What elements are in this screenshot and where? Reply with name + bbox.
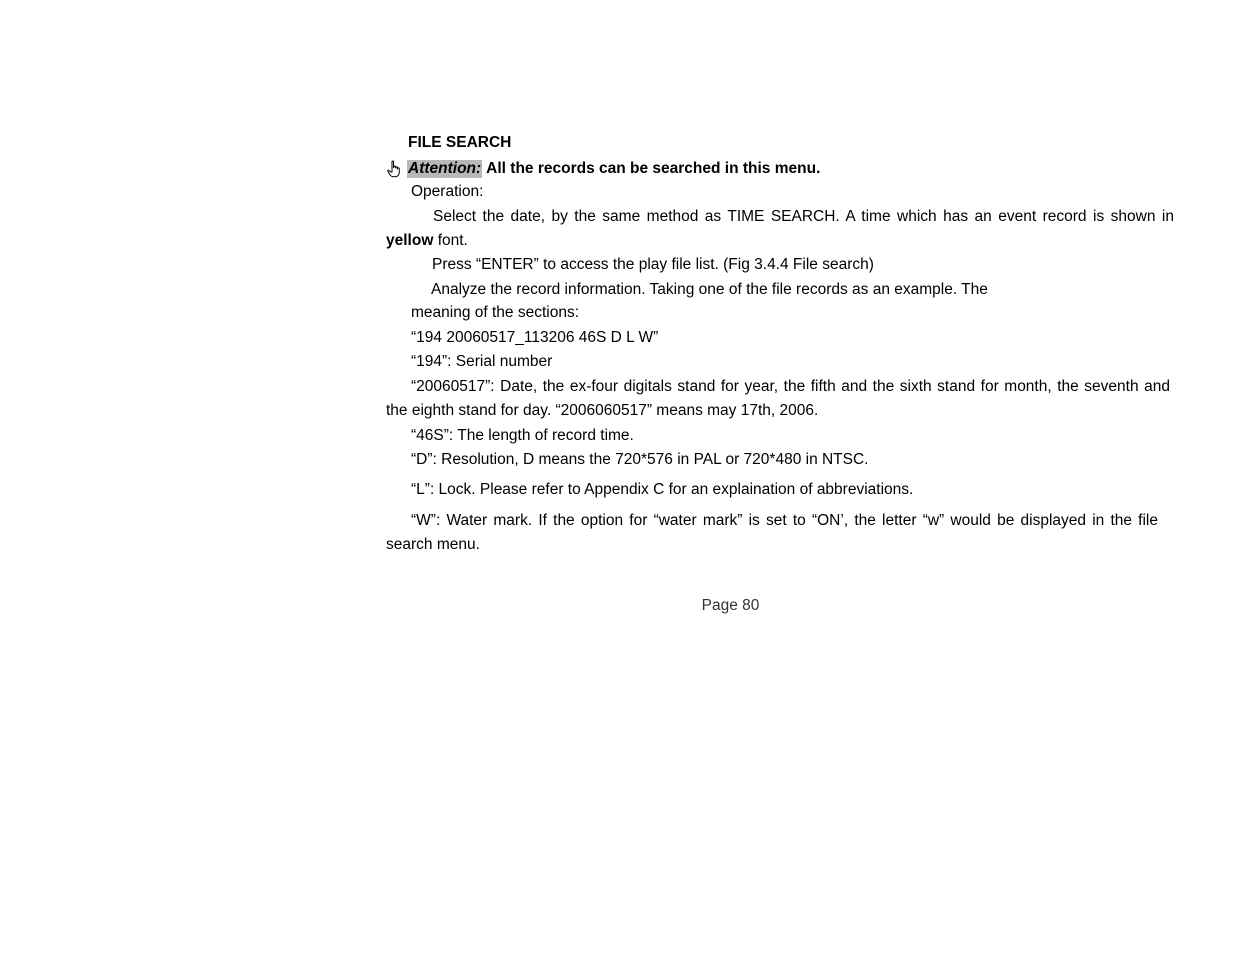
example-record: “194 20060517_113206 46S D L W” — [411, 329, 659, 346]
attention-note — [386, 159, 820, 179]
paragraph-select-date: Select the date, by the same method as TIME SEARCH. A time which has an event record is shown in yellow font. — [386, 208, 1174, 249]
date-description: “20060517”: Date, the ex-four digitals stand for year, the fifth and the sixth stand for month, the seventh and the eighth stand for day. “2006060517” means may 17th, 2006. — [386, 378, 1170, 419]
resolution-description: “D”: Resolution, D means the 720*576 in PAL or 720*480 in NTSC. — [411, 451, 869, 468]
section-title: FILE SEARCH — [408, 134, 512, 151]
watermark-description: “W”: Water mark. If the option for “water mark” is set to “ON’, the letter “w” would be displayed in the file search menu. — [386, 512, 1158, 553]
paragraph-press-enter: Press “ENTER” to access the play file list. (Fig 3.4.4 File search) — [432, 256, 874, 273]
paragraph-analyze-line-2: meaning of the sections: — [411, 304, 580, 321]
pointing-hand-icon — [386, 160, 402, 178]
operation-label: Operation: — [411, 183, 484, 200]
serial-description: “194”: Serial number — [411, 353, 553, 370]
attention-text: All the records can be searched in this menu. — [486, 160, 821, 177]
paragraph-analyze-line-1: Analyze the record information. Taking one of the file records as an example. The — [431, 281, 988, 298]
length-description: “46S”: The length of record time. — [411, 427, 634, 444]
attention-label: Attention: — [408, 160, 482, 177]
page-number: Page 80 — [701, 597, 760, 614]
lock-description: “L”: Lock. Please refer to Appendix C for an explaination of abbreviations. — [411, 481, 914, 498]
